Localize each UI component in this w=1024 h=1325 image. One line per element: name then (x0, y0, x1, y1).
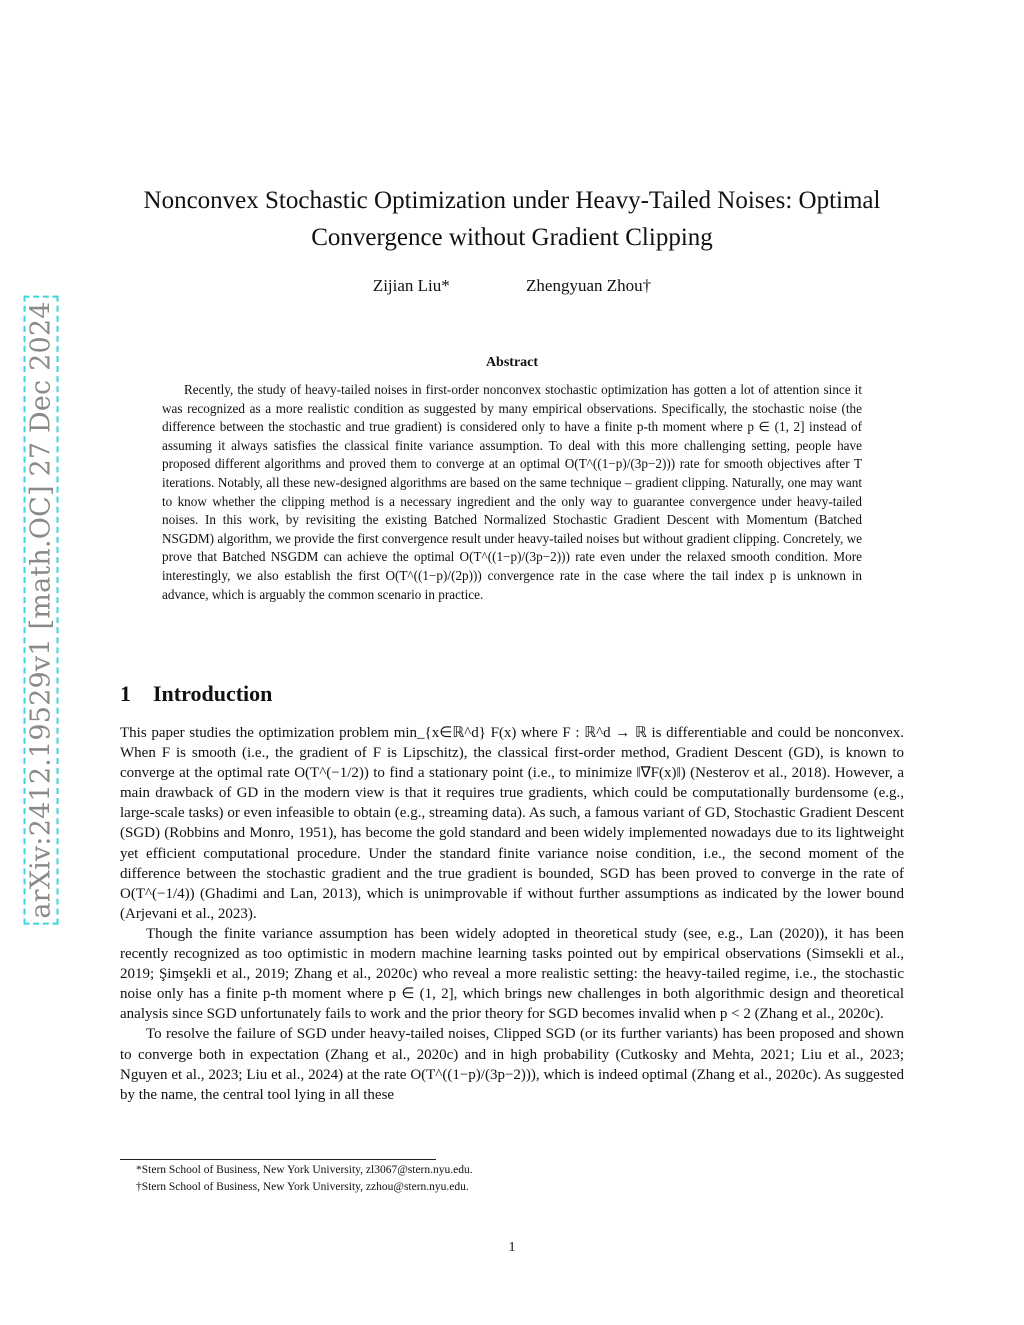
author-list (0, 276, 1024, 296)
paper-title: Nonconvex Stochastic Optimization under Heavy-Tailed Noises: Optimal Convergence without Gradient Clipping (143, 187, 881, 251)
section-title: Introduction (153, 681, 273, 706)
abstract-heading: Abstract (485, 355, 539, 370)
paragraph-1: This paper studies the optimization problem min_{x∈ℝ^d} F(x) where F : ℝ^d → ℝ is differentiable and could be nonconvex. When F is smooth (i.e., the gradient of F is Lipschitz), the classical first-order method, Gradient Descent (GD), is known to converge at the optimal rate O(T^(−1/2)) to find a stationary point (i.e., to minimize ‖∇F(x)‖) (Nesterov et al., 2018). However, a main drawback of GD in the modern view is that it requires true gradients, which could be computationally burdensome (e.g., large-scale tasks) or even infeasible to obtain (e.g., streaming data). As such, a famous variant of GD, Stochastic Gradient Descent (SGD) (Robbins and Monro, 1951), has become the gold standard and been widely implemented nowadays due to its lightweight yet efficient computational procedure. Under the standard finite variance noise condition, i.e., the second moment of the difference between the stochastic gradient and the true gradient is bounded, SGD has been proved to converge in the rate of O(T^(−1/4)) (Ghadimi and Lan, 2013), which is unimprovable if without further assumptions as indicated by the lower bound (Arjevani et al., 2023). (120, 725, 904, 922)
body-text (120, 723, 904, 1105)
footnote-2: †Stern School of Business, New York University, zzhou@stern.nyu.edu. (136, 1181, 469, 1193)
paragraph-3: To resolve the failure of SGD under heavy-tailed noises, Clipped SGD (or its further variants) has been proposed and shown to converge both in expectation (Zhang et al., 2020c) and in high probability (Cutkosky and Mehta, 2021; Liu et al., 2023; Nguyen et al., 2023; Liu et al., 2024) at the rate O(T^((1−p)/(3p−2))), which is indeed optimal (Zhang et al., 2020c). As suggested by the name, the central tool lying in all these (120, 1026, 904, 1103)
author-2: Zhengyuan Zhou† (526, 276, 652, 295)
footnote-rule (120, 1159, 436, 1160)
author-1: Zijian Liu* (372, 276, 450, 295)
paragraph-2: Though the finite variance assumption has been widely adopted in theoretical study (see, e.g., Lan (2020)), it has been recently recognized as too optimistic in modern machine learning tasks pointed out by empirical observations (Simsekli et al., 2019; Şimşekli et al., 2019; Zhang et al., 2020c) who reveal a more realistic setting: the heavy-tailed regime, i.e., the stochastic noise only has a finite p-th moment where p ∈ (1, 2], which brings new challenges in both algorithmic design and theoretical analysis since SGD unfortunately fails to work and the prior theory for SGD becomes invalid when p < 2 (Zhang et al., 2020c). (120, 925, 904, 1023)
abstract-text: Recently, the study of heavy-tailed noises in first-order nonconvex stochastic optimization has gotten a lot of attention since it was recognized as a more realistic condition as suggested by many empirical observations. Specifically, the stochastic noise (the difference between the stochastic and true gradient) is considered only to have a finite p-th moment where p ∈ (1, 2] instead of assuming it always satisfies the classical finite variance assumption. To deal with this more challenging setting, people have proposed different algorithms and proved them to converge at an optimal O(T^((1−p)/(3p−2))) rate for smooth objectives after T iterations. Notably, all these new-designed algorithms are based on the same technique – gradient clipping. Naturally, one may want to know whether the clipping method is a necessary ingredient and the only way to guarantee convergence under heavy-tailed noises. In this work, by revisiting the existing Batched Normalized Stochastic Gradient Descent with Momentum (Batched NSGDM) algorithm, we provide the first convergence result under heavy-tailed noises but without gradient clipping. Concretely, we prove that Batched NSGDM can achieve the optimal O(T^((1−p)/(3p−2))) rate even under the relaxed smooth condition. More interestingly, we also establish the first O(T^((1−p)/(2p))) convergence rate in the case where the tail index p is unknown in advance, which is arguably the common scenario in practice. (162, 382, 862, 602)
arxiv-stamp (18, 290, 64, 930)
section-number: 1 (120, 681, 131, 706)
page-number: 1 (508, 1240, 516, 1255)
arxiv-id: arXiv:2412.19529v1 [math.OC] 27 Dec 2024 (24, 295, 59, 924)
section-heading (120, 681, 272, 707)
footnote-1: *Stern School of Business, New York University, zl3067@stern.nyu.edu. (136, 1164, 473, 1176)
footnotes (136, 1162, 473, 1196)
